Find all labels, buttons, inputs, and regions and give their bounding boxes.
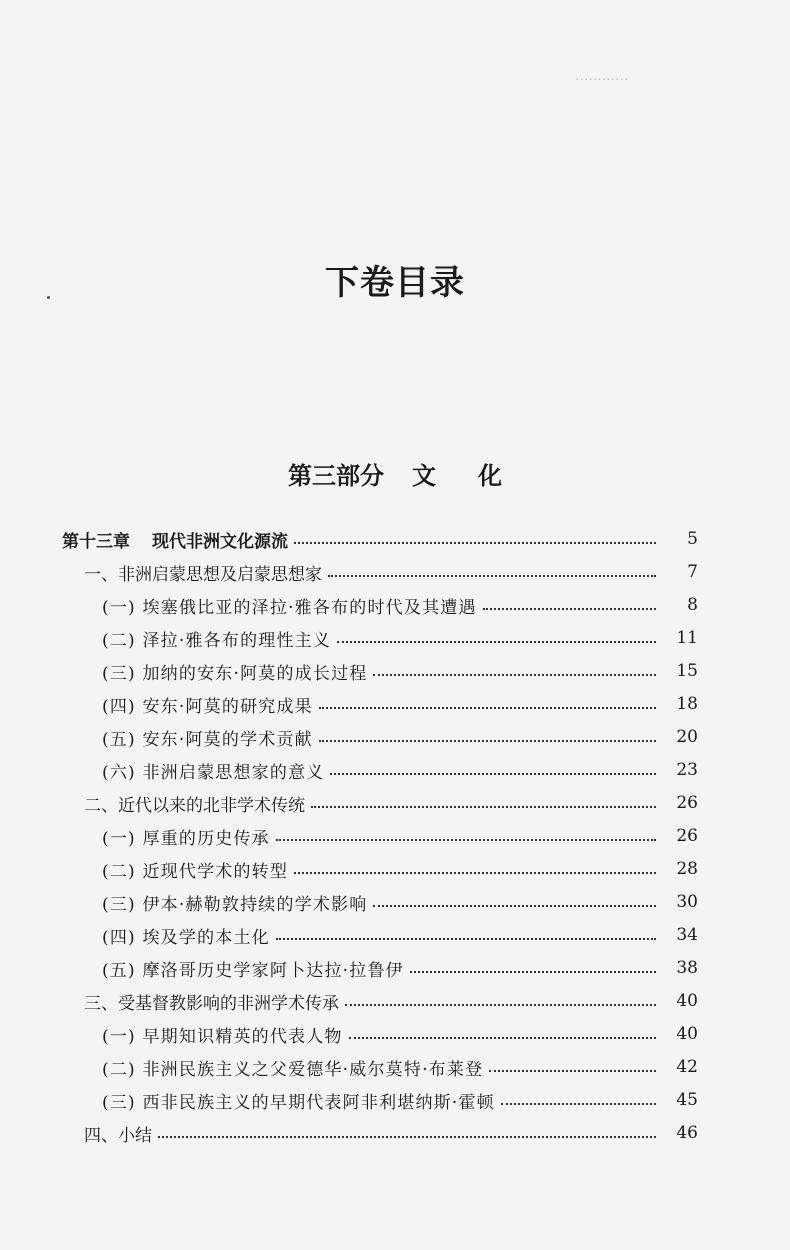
- toc-entry[interactable]: [102, 951, 698, 985]
- toc-page-number: 18: [676, 694, 698, 714]
- toc-label: (四) 安东·阿莫的研究成果: [102, 696, 313, 717]
- toc-label: (三) 伊本·赫勒敦持续的学术影响: [102, 894, 368, 915]
- dot-leader: [294, 542, 656, 544]
- dot-leader: [483, 608, 656, 610]
- toc-page-number: 28: [676, 859, 698, 879]
- dot-leader: [349, 1037, 656, 1039]
- dot-leader: [373, 674, 656, 676]
- toc-label: (六) 非洲启蒙思想家的意义: [102, 762, 325, 783]
- toc-page-number: 45: [676, 1090, 698, 1110]
- page-title: 下卷目录: [325, 263, 465, 303]
- part-name-char-1: 文: [412, 461, 436, 490]
- toc-entry[interactable]: [84, 1116, 698, 1150]
- toc-label: (一) 早期知识精英的代表人物: [102, 1026, 343, 1047]
- toc-page-number: 34: [676, 925, 698, 945]
- toc-label: (一) 厚重的历史传承: [102, 828, 270, 849]
- dot-leader: [337, 641, 656, 643]
- toc-label: (一) 埃塞俄比亚的泽拉·雅各布的时代及其遭遇: [102, 597, 477, 618]
- toc-page-number: 20: [676, 727, 698, 747]
- toc-entry[interactable]: [102, 852, 698, 886]
- toc-entry[interactable]: [102, 720, 698, 754]
- dot-leader: [345, 1004, 656, 1006]
- toc-label: [62, 527, 288, 552]
- toc-label: (三) 西非民族主义的早期代表阿非利堪纳斯·霍顿: [102, 1092, 495, 1113]
- toc-entry[interactable]: [102, 885, 698, 919]
- toc-label: (四) 埃及学的本土化: [102, 927, 270, 948]
- toc-page-number: 15: [676, 661, 698, 681]
- toc-chapter-13[interactable]: [62, 522, 698, 556]
- toc-page-number: 8: [687, 595, 698, 615]
- toc-label: (二) 非洲民族主义之父爱德华·威尔莫特·布莱登: [102, 1059, 484, 1080]
- dot-leader: [158, 1136, 656, 1138]
- toc-label: 三、受基督教影响的非洲学术传承: [84, 993, 339, 1014]
- toc-entry[interactable]: [102, 588, 698, 622]
- dot-leader: [501, 1103, 656, 1105]
- dot-leader: [294, 872, 656, 874]
- toc-label: (二) 泽拉·雅各布的理性主义: [102, 630, 332, 651]
- dot-leader: [410, 971, 656, 973]
- dot-leader: [328, 575, 656, 577]
- dot-leader: [276, 839, 656, 841]
- toc-entry[interactable]: [102, 621, 698, 655]
- toc-entry[interactable]: [102, 918, 698, 952]
- dot-leader: [319, 740, 656, 742]
- toc-page-number: 7: [687, 562, 698, 582]
- toc-entry[interactable]: [84, 786, 698, 820]
- toc-page-number: 30: [676, 892, 698, 912]
- part-name-char-2: 化: [478, 461, 502, 490]
- dot-leader: [319, 707, 656, 709]
- toc-entry[interactable]: [102, 1017, 698, 1051]
- toc-entry[interactable]: [84, 555, 698, 589]
- toc-label: (二) 近现代学术的转型: [102, 861, 289, 882]
- toc-entry[interactable]: [102, 819, 698, 853]
- toc-page-number: 42: [676, 1057, 698, 1077]
- toc-entry[interactable]: [84, 984, 698, 1018]
- toc-page-number: 23: [676, 760, 698, 780]
- toc-entry[interactable]: [102, 753, 698, 787]
- toc-page-number: 38: [676, 958, 698, 978]
- toc-label: 一、非洲启蒙思想及启蒙思想家: [84, 564, 322, 585]
- toc-entry[interactable]: [102, 1050, 698, 1084]
- toc-label: 二、近代以来的北非学术传统: [84, 795, 305, 816]
- chapter-number: 第十三章: [62, 531, 130, 552]
- toc-page-number: 40: [676, 991, 698, 1011]
- dot-leader: [330, 773, 656, 775]
- bleed-through-running-head: ············: [575, 72, 629, 88]
- toc-page-number: 40: [676, 1024, 698, 1044]
- dot-leader: [373, 905, 656, 907]
- toc-page-number: 5: [687, 529, 698, 549]
- toc-entry[interactable]: [102, 1083, 698, 1117]
- toc-page-number: 11: [676, 628, 698, 648]
- toc-page-number: 26: [676, 826, 698, 846]
- toc-entry[interactable]: [102, 654, 698, 688]
- toc-page-number: 26: [676, 793, 698, 813]
- toc-label: (三) 加纳的安东·阿莫的成长过程: [102, 663, 368, 684]
- dot-leader: [311, 806, 656, 808]
- toc-page-number: 46: [676, 1123, 698, 1143]
- toc-label: (五) 安东·阿莫的学术贡献: [102, 729, 313, 750]
- part-heading: [0, 456, 790, 491]
- chapter-title: 现代非洲文化源流: [152, 531, 288, 552]
- toc-label: 四、小结: [84, 1125, 152, 1146]
- dot-leader: [489, 1070, 656, 1072]
- part-number: 第三部分: [288, 461, 384, 490]
- toc-entry[interactable]: [102, 687, 698, 721]
- dot-leader: [276, 938, 656, 940]
- toc-label: (五) 摩洛哥历史学家阿卜达拉·拉鲁伊: [102, 960, 404, 981]
